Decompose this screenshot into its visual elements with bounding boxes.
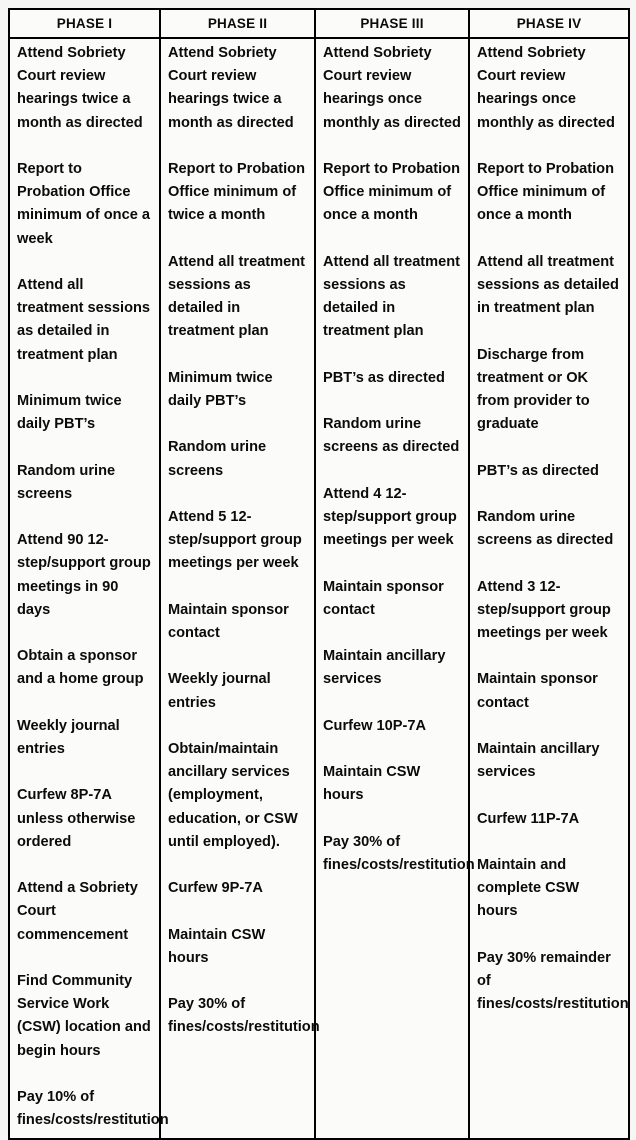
requirement-item: Attend Sobriety Court review hearings twice a month as directed: [17, 45, 143, 131]
requirement-item: Attend 3 12-step/support group meetings per week: [477, 578, 611, 641]
requirement-item: Maintain ancillary services: [477, 740, 600, 781]
requirement-item: Attend 4 12-step/support group meetings per week: [323, 485, 457, 549]
requirement-item: PBT’s as directed: [323, 369, 445, 386]
cell-phase-4: [469, 38, 629, 1139]
requirement-item: Maintain CSW hours: [168, 926, 266, 966]
requirement-item: Pay 30% remainder of fines/costs/restitution: [477, 949, 629, 1013]
requirement-item: Curfew 10P-7A: [323, 717, 426, 734]
requirement-item: Minimum twice daily PBT’s: [168, 369, 273, 409]
requirement-item: Random urine screens: [17, 462, 116, 502]
requirement-item: Obtain/maintain ancillary services (employment, education, or CSW until employed).: [168, 740, 298, 850]
requirement-list-phase-1: [17, 42, 169, 1132]
column-header-phase-2: PHASE II: [160, 9, 315, 38]
requirement-item: Attend 90 12-step/support group meetings in 90 days: [17, 532, 151, 618]
requirement-item: Pay 30% of fines/costs/restitution: [323, 833, 475, 873]
requirement-item: Curfew 9P-7A: [168, 880, 263, 897]
table-row: [9, 38, 629, 1139]
requirement-item: Weekly journal entries: [17, 717, 120, 757]
requirement-item: Maintain sponsor contact: [477, 671, 598, 711]
requirement-item: Report to Probation Office minimum of once a month: [477, 161, 615, 224]
requirement-item: PBT’s as directed: [477, 462, 599, 479]
requirement-list-phase-3: [323, 42, 475, 877]
column-header-phase-1: PHASE I: [9, 9, 160, 38]
requirement-item: Random urine screens as directed: [477, 508, 614, 549]
requirement-item: Report to Probation Office minimum of once a month: [323, 161, 461, 224]
requirement-item: Random urine screens as directed: [323, 416, 460, 456]
column-header-phase-3: PHASE III: [315, 9, 469, 38]
phase-requirements-table: [8, 8, 630, 1140]
requirement-list-phase-4: [477, 42, 629, 1016]
requirement-item: Maintain sponsor contact: [168, 601, 289, 641]
requirement-item: Curfew 11P-7A: [477, 810, 580, 827]
requirement-item: Attend all treatment sessions as detailed in treatment plan: [168, 253, 306, 340]
requirement-item: Weekly journal entries: [168, 671, 271, 711]
column-header-phase-4: PHASE IV: [469, 9, 629, 38]
cell-phase-3: [315, 38, 475, 1139]
requirement-item: Attend a Sobriety Court commencement: [17, 880, 138, 943]
requirement-item: Attend all treatment sessions as detailed in treatment plan: [17, 277, 151, 363]
requirement-item: Attend Sobriety Court review hearings once monthly as directed: [323, 45, 461, 131]
requirement-item: Pay 10% of fines/costs/restitution: [17, 1088, 169, 1129]
requirement-item: Report to Probation Office minimum of once a week: [17, 161, 150, 247]
requirement-item: Maintain CSW hours: [323, 764, 421, 804]
requirement-item: Minimum twice daily PBT’s: [17, 393, 122, 433]
requirement-item: Obtain a sponsor and a home group: [17, 648, 144, 688]
requirement-item: Maintain ancillary services: [323, 648, 446, 688]
requirement-item: Attend all treatment sessions as detailed in treatment plan: [477, 253, 619, 317]
cell-phase-1: [9, 38, 169, 1139]
requirement-item: Pay 30% of fines/costs/restitution: [168, 996, 320, 1036]
requirement-item: Discharge from treatment or OK from provider to graduate: [477, 346, 590, 433]
requirement-item: Maintain and complete CSW hours: [477, 856, 580, 920]
requirement-list-phase-2: [168, 42, 320, 1040]
requirement-item: Random urine screens: [168, 439, 267, 479]
cell-phase-2: [160, 38, 320, 1139]
requirement-item: Attend all treatment sessions as detailed in treatment plan: [323, 253, 461, 340]
requirement-item: Attend Sobriety Court review hearings twice a month as directed: [168, 45, 294, 131]
table-header-row: [9, 9, 629, 38]
requirement-item: Find Community Service Work (CSW) location and begin hours: [17, 972, 151, 1059]
requirement-item: Report to Probation Office minimum of twice a month: [168, 161, 306, 224]
requirement-item: Curfew 8P-7A unless otherwise ordered: [17, 787, 136, 850]
requirement-item: Maintain sponsor contact: [323, 578, 444, 618]
requirement-item: Attend 5 12-step/support group meetings per week: [168, 508, 302, 572]
requirement-item: Attend Sobriety Court review hearings once monthly as directed: [477, 45, 615, 131]
